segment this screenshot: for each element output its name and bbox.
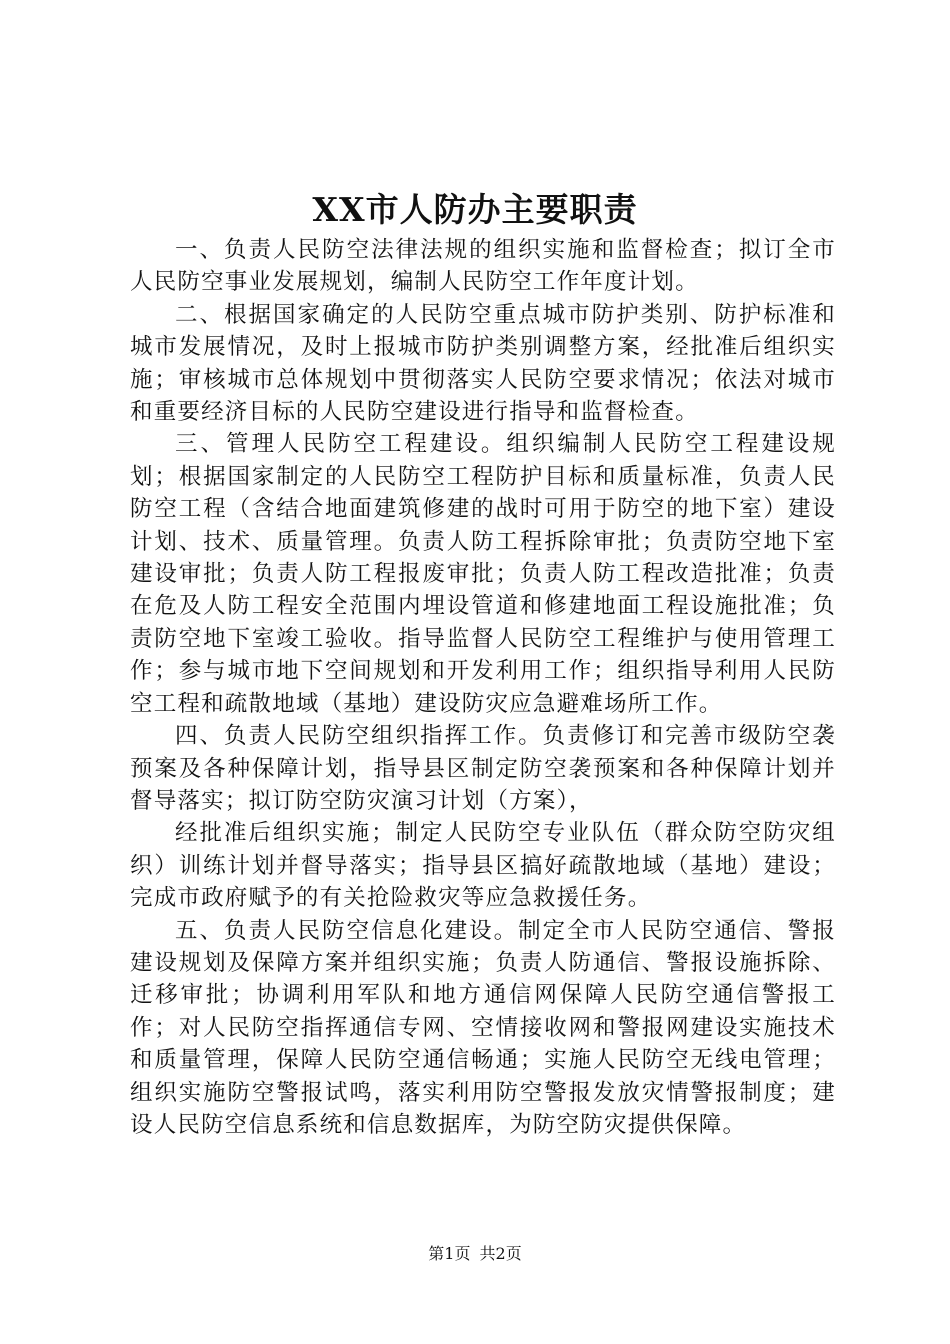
paragraph-3: 三、管理人民防空工程建设。组织编制人民防空工程建设规划；根据国家制定的人民防空工程防护目标和质量标准，负责人民防空工程（含结合地面建筑修建的战时可用于防空的地下室）建设计划、技术、质量管理。负责人防工程拆除审批；负责防空地下室建设审批；负责人防工程报废审批；负责人防工程改造批准；负责在危及人防工程安全范围内埋设管道和修建地面工程设施批准；负责防空地下室竣工验收。指导监督人民防空工程维护与使用管理工作；参与城市地下空间规划和开发利用工作；组织指导利用人民防空工程和疏散地域（基地）建设防灾应急避难场所工作。	[130, 431, 836, 717]
paragraph-6: 五、负责人民防空信息化建设。制定全市人民防空通信、警报建设规划及保障方案并组织实施；负责人防通信、警报设施拆除、迁移审批；协调利用军队和地方通信网保障人民防空通信警报工作；对人民防空指挥通信专网、空情接收网和警报网建设实施技术和质量管理，保障人民防空通信畅通；实施人民防空无线电管理；组织实施防空警报试鸣，落实利用防空警报发放灾情警报制度；建设人民防空信息系统和信息数据库，为防空防灾提供保障。	[130, 917, 836, 1138]
paragraph-2: 二、根据国家确定的人民防空重点城市防护类别、防护标准和城市发展情况，及时上报城市防护类别调整方案，经批准后组织实施；审核城市总体规划中贯彻落实人民防空要求情况；依法对城市和重要经济目标的人民防空建设进行指导和监督检查。	[130, 301, 836, 426]
page-footer	[0, 1242, 950, 1266]
page-total: 共2页	[479, 1244, 522, 1263]
paragraph-1: 一、负责人民防空法律法规的组织实施和监督检查；拟订全市人民防空事业发展规划，编制人民防空工作年度计划。	[130, 237, 836, 296]
paragraph-4: 四、负责人民防空组织指挥工作。负责修订和完善市级防空袭预案及各种保障计划，指导县区制定防空袭预案和各种保障计划并督导落实；拟订防空防灾演习计划（方案），	[130, 723, 836, 814]
document-title: XX市人防办主要职责	[312, 190, 638, 229]
document-body	[130, 234, 836, 1141]
paragraph-5: 经批准后组织实施；制定人民防空专业队伍（群众防空防灾组织）训练计划并督导落实；指导县区搞好疏散地域（基地）建设；完成市政府赋予的有关抢险救灾等应急救援任务。	[130, 820, 836, 912]
page-number: 第1页	[428, 1244, 471, 1263]
